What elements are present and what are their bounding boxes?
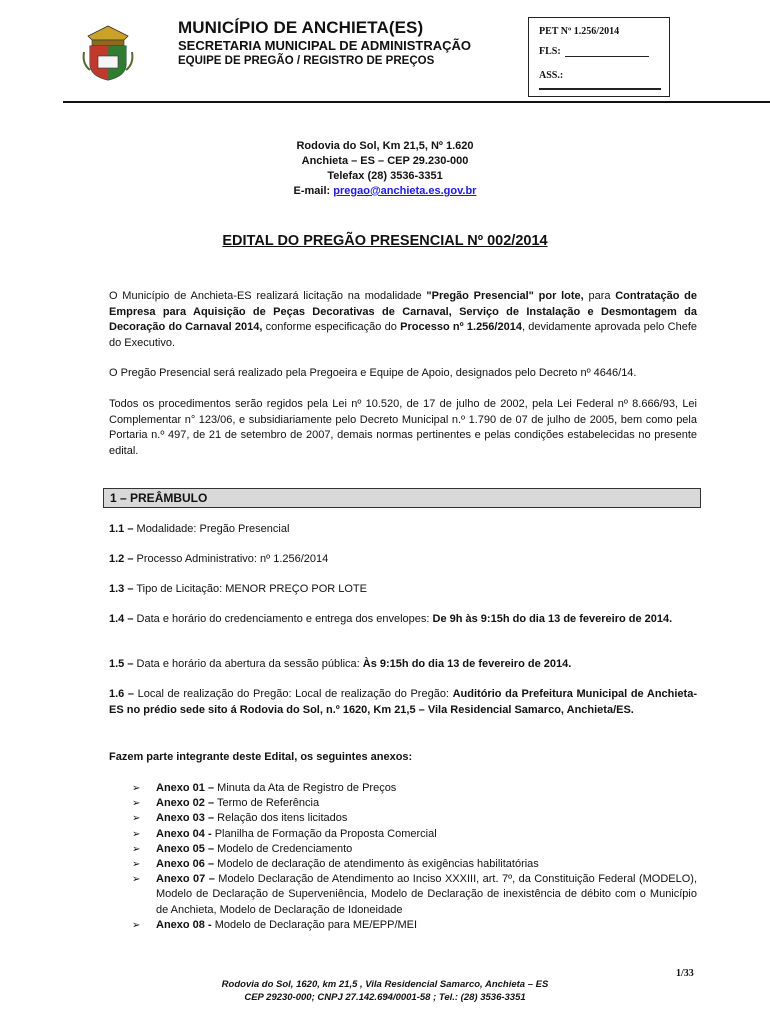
document-title: EDITAL DO PREGÃO PRESENCIAL Nº 002/2014 — [222, 233, 548, 249]
preambulo-item: 1.6 – Local de realização do Pregão: Local de realização do Pregão: Auditório da Prefeitura Municipal de Anchieta-ES no prédio sede sito á Rodovia do Sol, n.º 1620, Km 21,5 – Vila Residencial Samarco, Anchieta/ES. — [109, 688, 697, 716]
pet-number: PET Nº 1.256/2014 — [539, 26, 620, 37]
municipal-coat-of-arms-icon — [80, 22, 136, 82]
preambulo-item: 1.5 – Data e horário da abertura da sessão pública: Às 9:15h do dia 13 de fevereiro de 2014. — [109, 658, 572, 670]
address-city: Anchieta – ES – CEP 29.230-000 — [301, 155, 469, 167]
fls-field — [539, 46, 649, 57]
page-number: 1/33 — [676, 968, 694, 979]
section-header-preambulo — [103, 488, 701, 508]
footer-address: Rodovia do Sol, 1620, km 21,5 , Vila Residencial Samarco, Anchieta – ES — [221, 979, 549, 990]
list-item: ➢ Anexo 05 – Modelo de Credenciamento — [132, 842, 697, 857]
fls-label: FLS: — [539, 46, 561, 57]
annex-intro: Fazem parte integrante deste Edital, os seguintes anexos: — [109, 751, 413, 763]
intro-paragraph-3: Todos os procedimentos serão regidos pela Lei nº 10.520, de 17 de julho de 2002, pela Lei Federal nº 8.666/93, Lei Complementar n° 123/06, e subsidiariamente pelo Decreto Municipal n.º 1.790 de 07 de julho de 2005, bem como pela Portaria n.º 497, de 21 de setembro de 2007, demais normas pertinentes e pelas condições estabelecidas no presente edital. — [109, 398, 697, 457]
arrow-bullet-icon: ➢ — [132, 783, 141, 794]
arrow-bullet-icon: ➢ — [132, 843, 141, 855]
arrow-bullet-icon: ➢ — [132, 798, 141, 810]
preambulo-item: 1.4 – Data e horário do credenciamento e entrega dos envelopes: De 9h às 9:15h do dia 13 de fevereiro de 2014. — [109, 613, 673, 625]
list-item: ➢ Anexo 06 – Modelo de declaração de atendimento às exigências habilitatórias — [132, 857, 697, 872]
list-item: ➢ Anexo 08 - Modelo de Declaração para ME/EPP/MEI — [132, 918, 697, 933]
process-stamp-box — [528, 17, 670, 97]
preambulo-item: 1.2 – Processo Administrativo: nº 1.256/2014 — [109, 553, 329, 565]
arrow-bullet-icon: ➢ — [132, 874, 141, 886]
list-item: ➢ Anexo 07 – Modelo Declaração de Atendimento ao Inciso XXXIII, art. 7º, da Constituição Federal (MODELO), Modelo de Declaração de Superveniência, Modelo de Declaração de inexistência de débito com o Município de Anchieta, Modelo de Declaração de Idoneidade — [132, 873, 697, 916]
intro-paragraph-2: O Pregão Presencial será realizado pela Pregoeira e Equipe de Apoio, designados pelo Decreto nº 4646/14. — [109, 367, 637, 379]
address-email-line — [0, 183, 770, 199]
annex-list — [132, 781, 697, 933]
arrow-bullet-icon: ➢ — [132, 919, 141, 931]
arrow-bullet-icon: ➢ — [132, 828, 141, 840]
list-item: ➢ Anexo 02 – Termo de Referência — [132, 796, 697, 811]
footer-contact: CEP 29230-000; CNPJ 27.142.694/0001-58 ; Tel.: (28) 3536-3351 — [244, 992, 526, 1003]
preambulo-item: 1.1 – Modalidade: Pregão Presencial — [109, 523, 290, 535]
arrow-bullet-icon: ➢ — [132, 813, 141, 825]
preambulo-item: 1.3 – Tipo de Licitação: MENOR PREÇO POR LOTE — [109, 583, 367, 595]
ass-label: ASS.: — [539, 70, 564, 81]
email-label: E-mail: — [293, 185, 331, 197]
intro-paragraph-1: O Município de Anchieta-ES realizará licitação na modalidade "Pregão Presencial" por lote, para Contratação de Empresa para Aquisição de Peças Decorativas de Carnaval, Serviço de Instalação e Desmontagem da Decoração do Carnaval 2014, conforme especificação do Processo nº 1.256/2014, devidamente aprovada pelo Chefe do Executivo. — [109, 290, 697, 349]
list-item: ➢ Anexo 04 - Planilha de Formação da Proposta Comercial — [132, 827, 697, 842]
list-item: ➢ Anexo 03 – Relação dos itens licitados — [132, 811, 697, 826]
section-title: 1 – PREÂMBULO — [110, 491, 208, 505]
arrow-bullet-icon: ➢ — [132, 859, 141, 871]
header-divider — [63, 101, 770, 103]
address-phone: Telefax (28) 3536-3351 — [327, 170, 443, 182]
header-title: MUNICÍPIO DE ANCHIETA(ES) — [178, 18, 424, 37]
list-item: ➢ Anexo 01 – Minuta da Ata de Registro de Preços — [132, 781, 697, 796]
email-link[interactable]: pregao@anchieta.es.gov.br — [333, 185, 477, 197]
header-subtitle-secretaria: SECRETARIA MUNICIPAL DE ADMINISTRAÇÃO — [178, 38, 471, 53]
header-subtitle-equipe: EQUIPE DE PREGÃO / REGISTRO DE PREÇOS — [178, 55, 435, 67]
address-street: Rodovia do Sol, Km 21,5, Nº 1.620 — [296, 140, 474, 152]
